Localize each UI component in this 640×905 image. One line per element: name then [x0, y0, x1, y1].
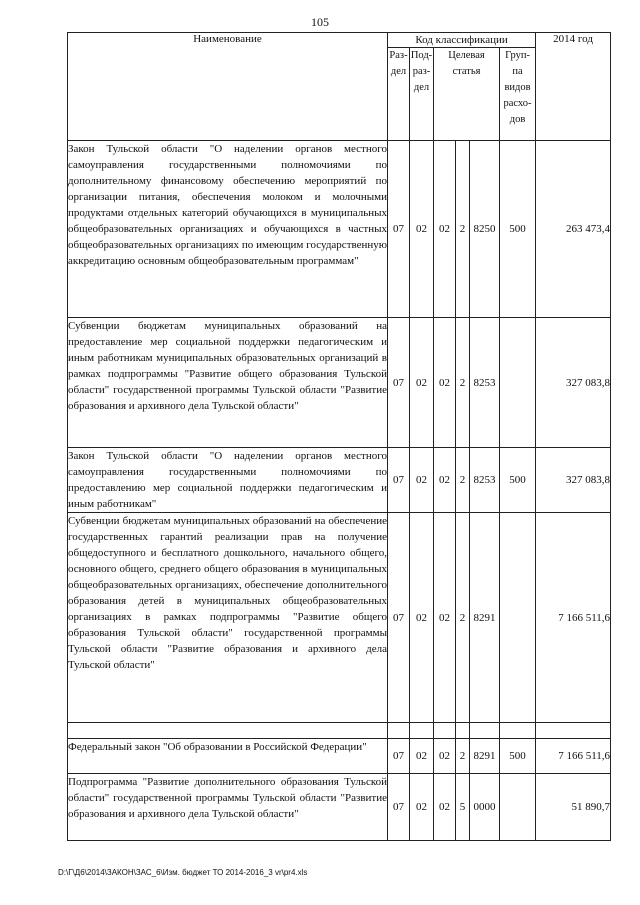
- row-subsection: 02: [410, 739, 434, 774]
- row-section: 07: [388, 739, 410, 774]
- table-row: [68, 513, 611, 723]
- row-expense-group: 500: [500, 448, 536, 513]
- row-program: 02: [434, 739, 456, 774]
- header-expense-group: Груп- па видов расхо- дов: [500, 48, 536, 141]
- row-amount: 327 083,8: [536, 448, 611, 513]
- row-subprogram: 2: [456, 448, 470, 513]
- table-row: [68, 448, 611, 513]
- row-subsection: 02: [410, 513, 434, 723]
- row-section: 07: [388, 318, 410, 448]
- row-subprogram: 2: [456, 141, 470, 318]
- row-subsection: 02: [410, 318, 434, 448]
- row-item: 8253: [470, 448, 500, 513]
- table-row: [68, 739, 611, 774]
- row-section: 07: [388, 448, 410, 513]
- row-item: 8250: [470, 141, 500, 318]
- row-expense-group: [500, 513, 536, 723]
- row-item: 8291: [470, 739, 500, 774]
- row-program: 02: [434, 774, 456, 841]
- row-program: 02: [434, 141, 456, 318]
- row-subprogram: 5: [456, 774, 470, 841]
- header-target-article: Целевая статья: [434, 48, 500, 141]
- row-amount: 263 473,4: [536, 141, 611, 318]
- row-subprogram: 2: [456, 739, 470, 774]
- row-item: 8291: [470, 513, 500, 723]
- row-expense-group: 500: [500, 141, 536, 318]
- row-subprogram: 2: [456, 318, 470, 448]
- budget-table: [67, 32, 611, 841]
- row-program: 02: [434, 448, 456, 513]
- row-expense-group: [500, 774, 536, 841]
- header-year: 2014 год: [536, 33, 611, 141]
- row-expense-group: 500: [500, 739, 536, 774]
- row-amount: 327 083,8: [536, 318, 611, 448]
- row-amount: 51 890,7: [536, 774, 611, 841]
- row-item: 0000: [470, 774, 500, 841]
- page-number: 105: [311, 15, 329, 29]
- row-spacer: [68, 723, 611, 739]
- file-path-footer: D:\Г\Д6\2014\ЗАКОН\ЗАС_6\Изм. бюджет ТО 2014-2016_3 vr\pr4.xls: [58, 868, 308, 877]
- row-expense-group: [500, 318, 536, 448]
- header-name: Наименование: [68, 33, 388, 141]
- row-subsection: 02: [410, 141, 434, 318]
- row-amount: 7 166 511,6: [536, 739, 611, 774]
- row-name: Субвенции бюджетам муниципальных образований на обеспечение государственных гарантий реализации прав на получение общедоступного и бесплатного дошкольного, начального общего, основного общего, среднего общего образования в муниципальных общеобразовательных организациях, обеспечение дополнительного образования детей в муниципальных общеобразовательных организациях в рамках подпрограммы "Развитие общего образования Тульской области" государственной программы Тульской области "Развитие образования и архивного дела Тульской области": [68, 513, 388, 723]
- row-section: 07: [388, 513, 410, 723]
- row-subsection: 02: [410, 448, 434, 513]
- header-section: Раз- дел: [388, 48, 410, 141]
- row-subprogram: 2: [456, 513, 470, 723]
- row-name: Субвенции бюджетам муниципальных образований на предоставление мер социальной поддержки педагогическим и иным работникам муниципальных образовательных организаций в рамках подпрограммы "Развитие общего образования Тульской области" государственной программы Тульской области "Развитие образования и архивного дела Тульской области": [68, 318, 388, 448]
- row-program: 02: [434, 513, 456, 723]
- header-classification: Код классификации: [388, 33, 536, 48]
- row-section: 07: [388, 141, 410, 318]
- row-name: Федеральный закон "Об образовании в Российской Федерации": [68, 739, 388, 774]
- table-row: [68, 141, 611, 318]
- row-item: 8253: [470, 318, 500, 448]
- row-program: 02: [434, 318, 456, 448]
- row-name: Закон Тульской области "О наделении органов местного самоуправления государственными полномочиями по предоставлению мер социальной поддержки педагогическим и иным работникам": [68, 448, 388, 513]
- table-row: [68, 774, 611, 841]
- row-amount: 7 166 511,6: [536, 513, 611, 723]
- header-subsection: Под- раз- дел: [410, 48, 434, 141]
- row-name: Закон Тульской области "О наделении органов местного самоуправления государственными полномочиями по дополнительному финансовому обеспечению мероприятий по организации питания, обеспечения молоком и молочными продуктами отдельных категорий обучающихся в муниципальных общеобразовательных организациях и обучающихся в частных общеобразовательных организациях по имеющим государственную аккредитацию основным общеобразовательным программам": [68, 141, 388, 318]
- row-section: 07: [388, 774, 410, 841]
- table-row: [68, 318, 611, 448]
- row-subsection: 02: [410, 774, 434, 841]
- row-name: Подпрограмма "Развитие дополнительного образования Тульской области" государственной программы Тульской области "Развитие образования и архивного дела Тульской области": [68, 774, 388, 841]
